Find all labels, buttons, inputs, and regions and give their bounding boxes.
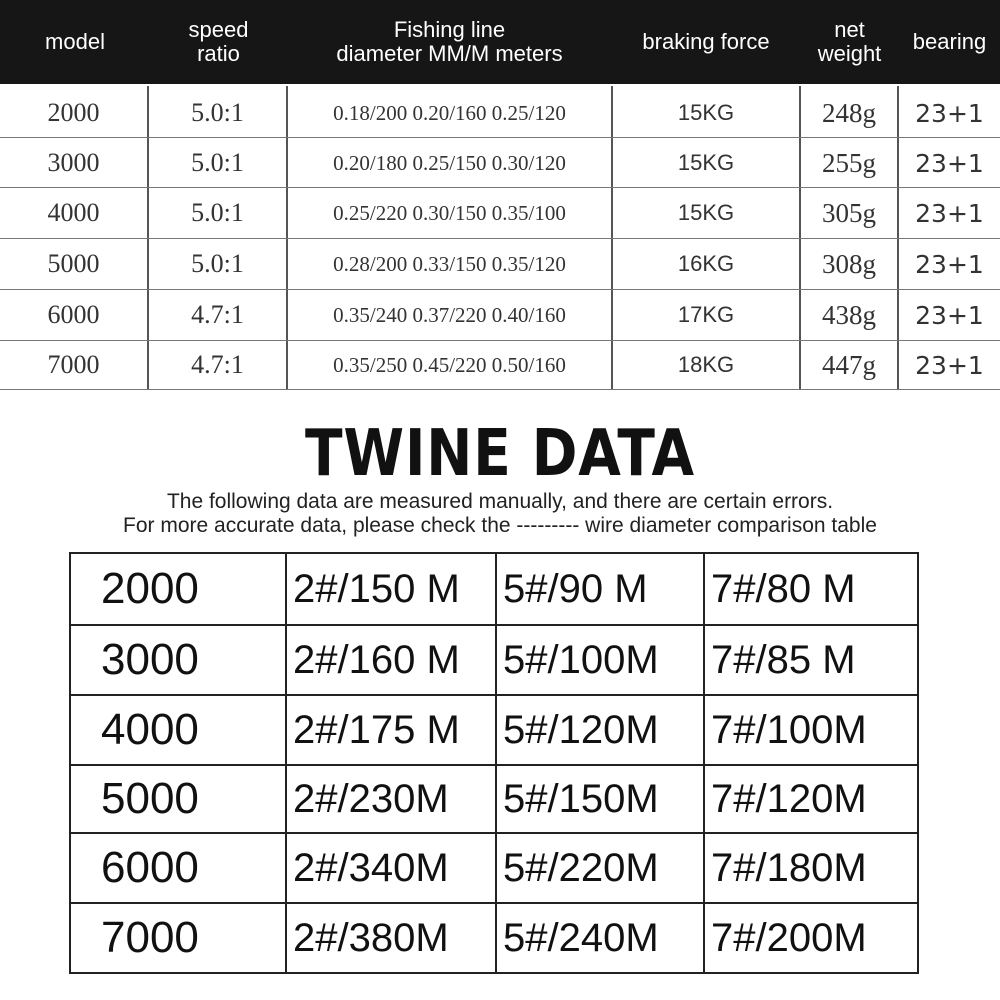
spec-model-cell: 5000 (47, 249, 100, 278)
twine-2-cell: 2#/340M (293, 845, 449, 890)
spec-ratio-cell: 5.0:1 (191, 98, 244, 127)
spec-brake-cell: 18KG (677, 352, 735, 377)
spec-ratio-cell: 5.0:1 (191, 249, 244, 278)
twine-model-cell: 7000 (101, 913, 199, 962)
spec-ratio-cell: 4.7:1 (191, 350, 244, 379)
spec-line-cell: 0.35/250 0.45/220 0.50/160 (333, 352, 566, 377)
twine-7-cell: 7#/85 M (711, 637, 856, 682)
twine-model-cell: 2000 (101, 564, 199, 613)
spec-model-cell: 4000 (47, 198, 100, 227)
spec-bearing-cell: 23+1 (915, 198, 984, 228)
header-speed-ratio (150, 0, 287, 84)
spec-model-cell: 6000 (47, 300, 100, 329)
twine-5-cell: 5#/240M (503, 915, 659, 960)
spec-model-cell: 7000 (47, 350, 100, 379)
header-diameter-label: diameter MM/M meters (336, 41, 563, 66)
twine-5-cell: 5#/220M (503, 845, 659, 890)
header-fishing-line-label: Fishing line (393, 17, 506, 42)
twine-2-cell: 2#/160 M (293, 637, 460, 682)
twine-5-cell: 5#/100M (503, 637, 659, 682)
header-net-weight (800, 0, 899, 84)
twine-5-cell: 5#/90 M (503, 566, 648, 611)
header-ratio-label: ratio (197, 41, 240, 66)
twine-model-cell: 4000 (101, 705, 199, 754)
twine-data-title: TWINE DATA (304, 417, 696, 491)
twine-table-border (69, 972, 919, 974)
spec-ratio-cell: 5.0:1 (191, 148, 244, 177)
twine-5-cell: 5#/120M (503, 707, 659, 752)
spec-weight-cell: 438g (822, 299, 876, 330)
twine-model-cell: 5000 (101, 774, 199, 823)
spec-brake-cell: 17KG (677, 302, 735, 327)
twine-table-border (917, 552, 919, 974)
twine-model-cell: 6000 (101, 843, 199, 892)
twine-7-cell: 7#/100M (711, 707, 867, 752)
spec-row (0, 239, 1000, 289)
header-model (0, 0, 150, 84)
spec-weight-cell: 305g (822, 197, 876, 228)
twine-table (69, 552, 919, 974)
twine-note-line-1: The following data are measured manually, and there are certain errors. (166, 490, 834, 513)
spec-brake-cell: 15KG (677, 200, 735, 225)
twine-7-cell: 7#/180M (711, 845, 867, 890)
twine-note-line-2: For more accurate data, please check the --------- wire diameter comparison table (123, 514, 877, 537)
spec-bearing-cell: 23+1 (915, 350, 984, 380)
twine-7-cell: 7#/120M (711, 776, 867, 821)
spec-line-cell: 0.28/200 0.33/150 0.35/120 (333, 251, 566, 276)
spec-weight-cell: 308g (822, 248, 876, 279)
spec-line-cell: 0.25/220 0.30/150 0.35/100 (333, 200, 566, 225)
spec-weight-cell: 255g (822, 147, 876, 178)
spec-line-cell: 0.18/200 0.20/160 0.25/120 (333, 100, 566, 125)
spec-row (0, 188, 1000, 238)
spec-row (0, 290, 1000, 340)
spec-brake-cell: 15KG (677, 150, 735, 175)
spec-bearing-cell: 23+1 (915, 300, 984, 330)
spec-bearing-cell: 23+1 (915, 98, 984, 128)
twine-model-cell: 3000 (101, 635, 199, 684)
spec-weight-cell: 447g (822, 349, 876, 380)
twine-2-cell: 2#/175 M (293, 707, 460, 752)
header-bearing (899, 0, 1000, 84)
spec-brake-cell: 16KG (677, 251, 735, 276)
spec-weight-cell: 248g (822, 97, 876, 128)
spec-line-cell: 0.35/240 0.37/220 0.40/160 (333, 302, 566, 327)
twine-7-cell: 7#/80 M (711, 566, 856, 611)
header-weight-label: weight (817, 41, 882, 66)
spec-model-cell: 2000 (47, 98, 100, 127)
twine-2-cell: 2#/230M (293, 776, 449, 821)
header-speed-label: speed (188, 17, 249, 42)
spec-row (0, 340, 1000, 390)
spec-ratio-cell: 4.7:1 (191, 300, 244, 329)
twine-2-cell: 2#/150 M (293, 566, 460, 611)
header-bearing-label: bearing (912, 29, 987, 54)
header-fishing-line (287, 0, 612, 84)
spec-row (0, 138, 1000, 188)
spec-bearing-cell: 23+1 (915, 148, 984, 178)
twine-5-cell: 5#/150M (503, 776, 659, 821)
spec-line-cell: 0.20/180 0.25/150 0.30/120 (333, 150, 566, 175)
twine-2-cell: 2#/380M (293, 915, 449, 960)
spec-row (0, 88, 1000, 138)
spec-brake-cell: 15KG (677, 100, 735, 125)
header-model-label: model (45, 29, 105, 54)
header-net-label: net (834, 17, 865, 42)
spec-table-header (0, 0, 1000, 84)
spec-model-cell: 3000 (47, 148, 100, 177)
spec-bearing-cell: 23+1 (915, 249, 984, 279)
spec-ratio-cell: 5.0:1 (191, 198, 244, 227)
spec-table-body (0, 86, 1000, 390)
header-braking-force (612, 0, 800, 84)
header-braking-force-label: braking force (642, 29, 770, 54)
twine-7-cell: 7#/200M (711, 915, 867, 960)
